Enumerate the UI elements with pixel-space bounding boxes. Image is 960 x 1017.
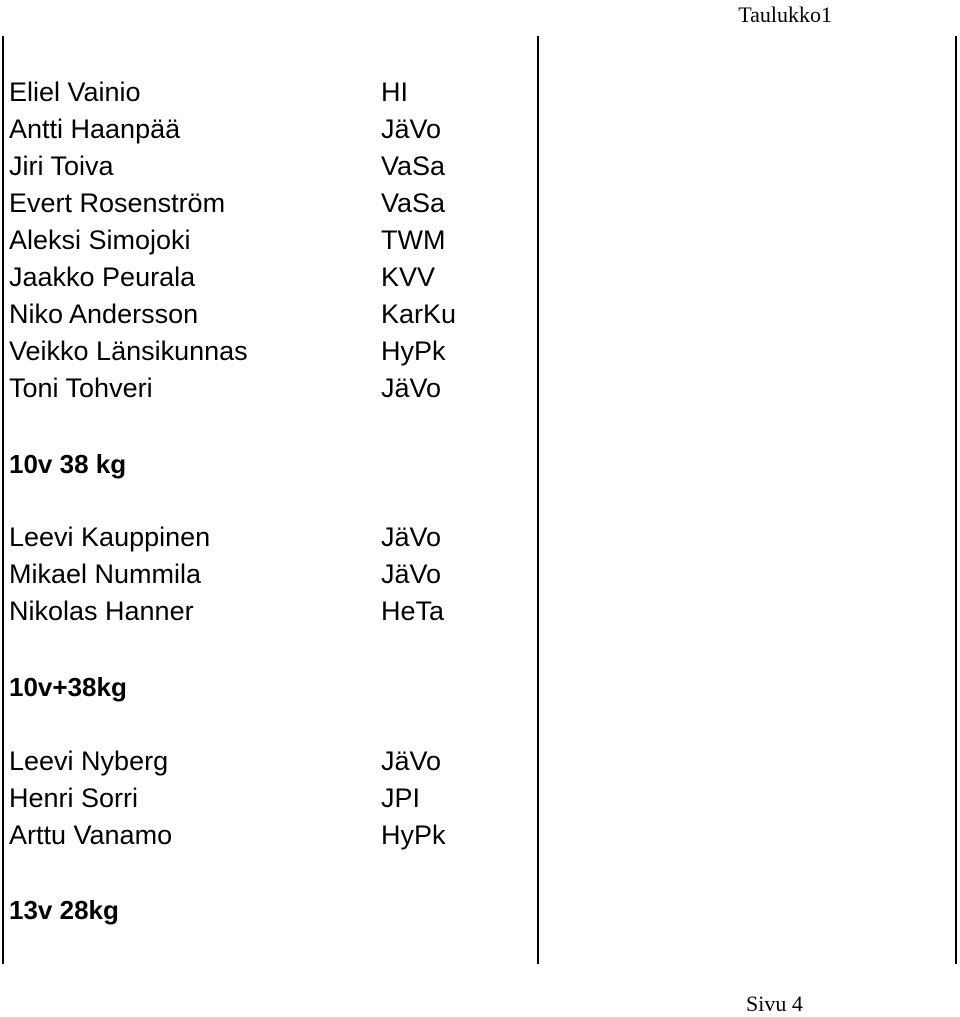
athlete-name: Jiri Toiva (9, 151, 114, 181)
athlete-name: Leevi Nyberg (9, 746, 169, 776)
club-name: HI (381, 77, 408, 107)
weight-class-heading: 10v+38kg (9, 672, 127, 702)
athlete-name: Leevi Kauppinen (9, 522, 211, 552)
club-name: JäVo (381, 746, 442, 776)
club-name: TWM (381, 225, 446, 255)
club-name: JäVo (381, 522, 442, 552)
athlete-name: Eliel Vainio (9, 77, 141, 107)
page-number: Sivu 4 (746, 991, 803, 1016)
sheet-title: Taulukko1 (738, 2, 832, 27)
left-border-line (2, 36, 4, 964)
athlete-name: Veikko Länsikunnas (9, 336, 248, 366)
weight-class-heading: 13v 28kg (9, 895, 119, 925)
club-name: JäVo (381, 114, 442, 144)
club-name: JäVo (381, 559, 442, 589)
athlete-name: Evert Rosenström (9, 188, 226, 218)
athlete-name: Toni Tohveri (9, 373, 153, 403)
club-name: JäVo (381, 373, 442, 403)
athlete-name: Henri Sorri (9, 783, 139, 813)
athlete-name: Antti Haanpää (9, 114, 181, 144)
club-name: HyPk (381, 820, 446, 850)
athlete-name: Jaakko Peurala (9, 262, 196, 292)
athlete-name: Arttu Vanamo (9, 820, 173, 850)
club-name: KVV (381, 262, 436, 292)
weight-class-heading: 10v 38 kg (9, 449, 127, 479)
athlete-name: Niko Andersson (9, 299, 199, 329)
athlete-name: Mikael Nummila (9, 559, 202, 589)
club-name: VaSa (381, 188, 446, 218)
club-name: KarKu (381, 299, 457, 329)
right-border-line (955, 36, 957, 964)
club-name: HyPk (381, 336, 446, 366)
column-divider-line (537, 36, 539, 964)
athlete-name: Nikolas Hanner (9, 596, 194, 626)
club-name: VaSa (381, 151, 446, 181)
club-name: JPI (381, 783, 421, 813)
club-name: HeTa (381, 596, 445, 626)
athlete-name: Aleksi Simojoki (9, 225, 191, 255)
